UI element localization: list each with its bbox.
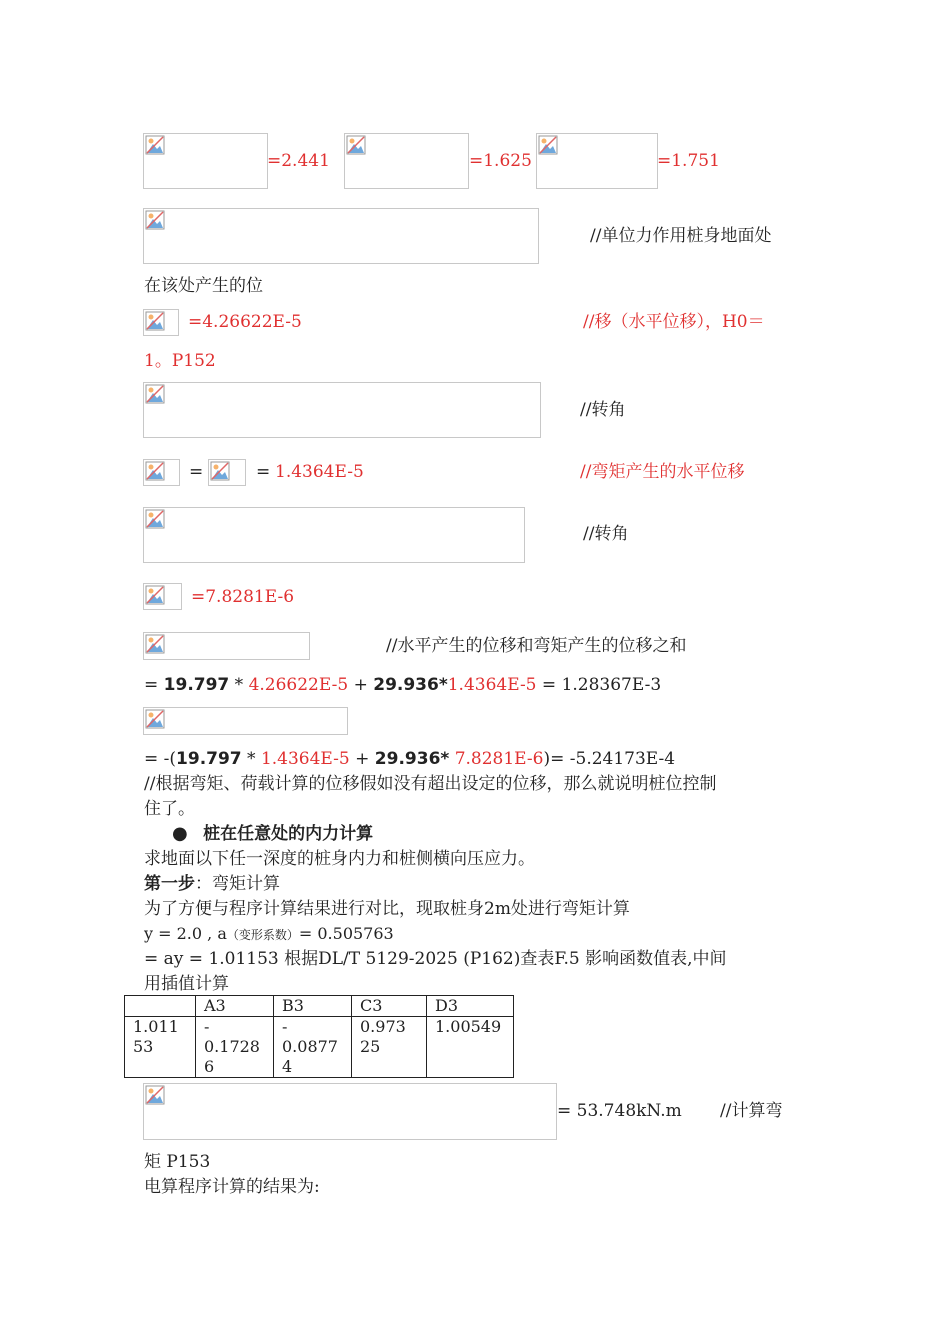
table-row bbox=[125, 1017, 514, 1078]
broken-image-icon bbox=[145, 210, 165, 230]
formula-result: )= -5.24173E-4 bbox=[543, 749, 676, 769]
comment-cont: 1。P152 bbox=[144, 351, 216, 371]
broken-image-icon bbox=[145, 634, 165, 654]
param-note: （变形系数） bbox=[226, 928, 299, 942]
table-cell: 0.973 25 bbox=[352, 1017, 427, 1078]
comment: //转角 bbox=[583, 524, 629, 544]
comment: //移（水平位移），H0＝ bbox=[583, 312, 765, 332]
moment-result: = 53.748kN.m bbox=[557, 1101, 682, 1121]
result-1: =2.441 bbox=[267, 151, 330, 171]
comment: //转角 bbox=[580, 400, 626, 420]
broken-image-icon bbox=[145, 709, 165, 729]
broken-image-icon bbox=[145, 461, 165, 481]
table-header-cell: D3 bbox=[427, 996, 514, 1017]
param-line: y = 2.0 , a bbox=[144, 924, 227, 943]
table-header-cell: B3 bbox=[274, 996, 352, 1017]
table-cell: - 0.1728 6 bbox=[196, 1017, 274, 1078]
formula-prefix: = bbox=[144, 675, 164, 695]
comment: //水平产生的位移和弯矩产生的位移之和 bbox=[386, 636, 687, 656]
table-cell: 1.011 53 bbox=[125, 1017, 196, 1078]
table-header-cell: A3 bbox=[196, 996, 274, 1017]
broken-image-icon bbox=[210, 461, 230, 481]
value-m0: 29.936* bbox=[374, 749, 450, 769]
formula-image bbox=[208, 459, 246, 486]
paragraph: 为了方便与程序计算结果进行对比，现取桩身2m处进行弯矩计算 bbox=[144, 899, 630, 919]
text-line: 在该处产生的位 bbox=[144, 276, 263, 296]
formula-image bbox=[143, 309, 179, 336]
value-m0: 29.936* bbox=[373, 675, 448, 695]
broken-image-icon bbox=[145, 311, 165, 331]
broken-image-icon bbox=[145, 384, 165, 404]
formula-image bbox=[143, 632, 310, 660]
formula-image bbox=[536, 133, 658, 189]
formula-image bbox=[143, 459, 180, 486]
formula-image bbox=[143, 507, 525, 563]
operator: * bbox=[241, 749, 261, 769]
broken-image-icon bbox=[346, 135, 366, 155]
comment-cont: 矩 P153 bbox=[144, 1152, 211, 1172]
table-header-cell: C3 bbox=[352, 996, 427, 1017]
broken-image-icon bbox=[145, 1085, 165, 1105]
section-heading: 桩在任意处的内力计算 bbox=[203, 824, 374, 844]
result-2: =1.625 bbox=[469, 151, 532, 171]
paragraph: 求地面以下任一深度的桩身内力和桩侧横向压应力。 bbox=[144, 849, 535, 869]
value-delta-hh: 4.26622E-5 bbox=[248, 675, 349, 695]
table-cell: 1.00549 bbox=[427, 1017, 514, 1078]
paragraph: = ay = 1.01153 根据DL/T 5129-2025 (P162)查表F.5 影响函数值表,中间 bbox=[144, 949, 727, 969]
formula-prefix: = -( bbox=[144, 749, 177, 769]
comment: //单位力作用桩身地面处 bbox=[590, 226, 772, 246]
value-delta-hm: 1.4364E-5 bbox=[447, 675, 537, 695]
table-cell: - 0.0877 4 bbox=[274, 1017, 352, 1078]
result-3: =1.751 bbox=[657, 151, 720, 171]
table-header-row bbox=[125, 996, 514, 1017]
formula-image bbox=[143, 1083, 557, 1140]
paragraph-cont: 住了。 bbox=[144, 799, 195, 819]
formula-result: = 1.28367E-3 bbox=[536, 675, 662, 695]
value-displacement: =4.26622E-5 bbox=[188, 312, 302, 332]
paragraph-cont: 用插值计算 bbox=[144, 974, 229, 994]
operator: + bbox=[348, 675, 374, 695]
operator: * bbox=[229, 675, 249, 695]
value-delta-mm: 7.8281E-6 bbox=[449, 749, 544, 769]
formula-image bbox=[344, 133, 469, 189]
operator: + bbox=[349, 749, 375, 769]
bullet-icon: ● bbox=[172, 823, 188, 844]
formula-image bbox=[143, 208, 539, 264]
equals-sign: = bbox=[189, 462, 204, 482]
paragraph: //根据弯矩、荷载计算的位移假如没有超出设定的位移，那么就说明桩位控制 bbox=[144, 774, 717, 794]
step-title: ：弯矩计算 bbox=[195, 874, 280, 894]
value-rotation: =7.8281E-6 bbox=[191, 587, 295, 607]
comment: //计算弯 bbox=[720, 1101, 783, 1121]
paragraph: 电算程序计算的结果为: bbox=[144, 1177, 320, 1197]
comment: //弯矩产生的水平位移 bbox=[580, 462, 745, 482]
formula-line bbox=[144, 674, 661, 696]
table-header-cell bbox=[125, 996, 196, 1017]
broken-image-icon bbox=[145, 509, 165, 529]
influence-table bbox=[124, 995, 514, 1078]
value-moment-displacement: 1.4364E-5 bbox=[275, 462, 364, 482]
formula-line bbox=[144, 748, 675, 770]
value-delta-mh: 1.4364E-5 bbox=[260, 749, 350, 769]
step-label: 第一步 bbox=[144, 874, 195, 894]
formula-image bbox=[143, 382, 541, 438]
broken-image-icon bbox=[145, 135, 165, 155]
value-h0: 19.797 bbox=[163, 675, 230, 695]
param-value: = 0.505763 bbox=[298, 924, 394, 943]
broken-image-icon bbox=[538, 135, 558, 155]
broken-image-icon bbox=[145, 585, 165, 605]
equals-sign: = bbox=[256, 462, 271, 482]
formula-image bbox=[143, 707, 348, 735]
formula-image bbox=[143, 583, 182, 610]
formula-image bbox=[143, 133, 268, 189]
value-h0: 19.797 bbox=[176, 749, 242, 769]
